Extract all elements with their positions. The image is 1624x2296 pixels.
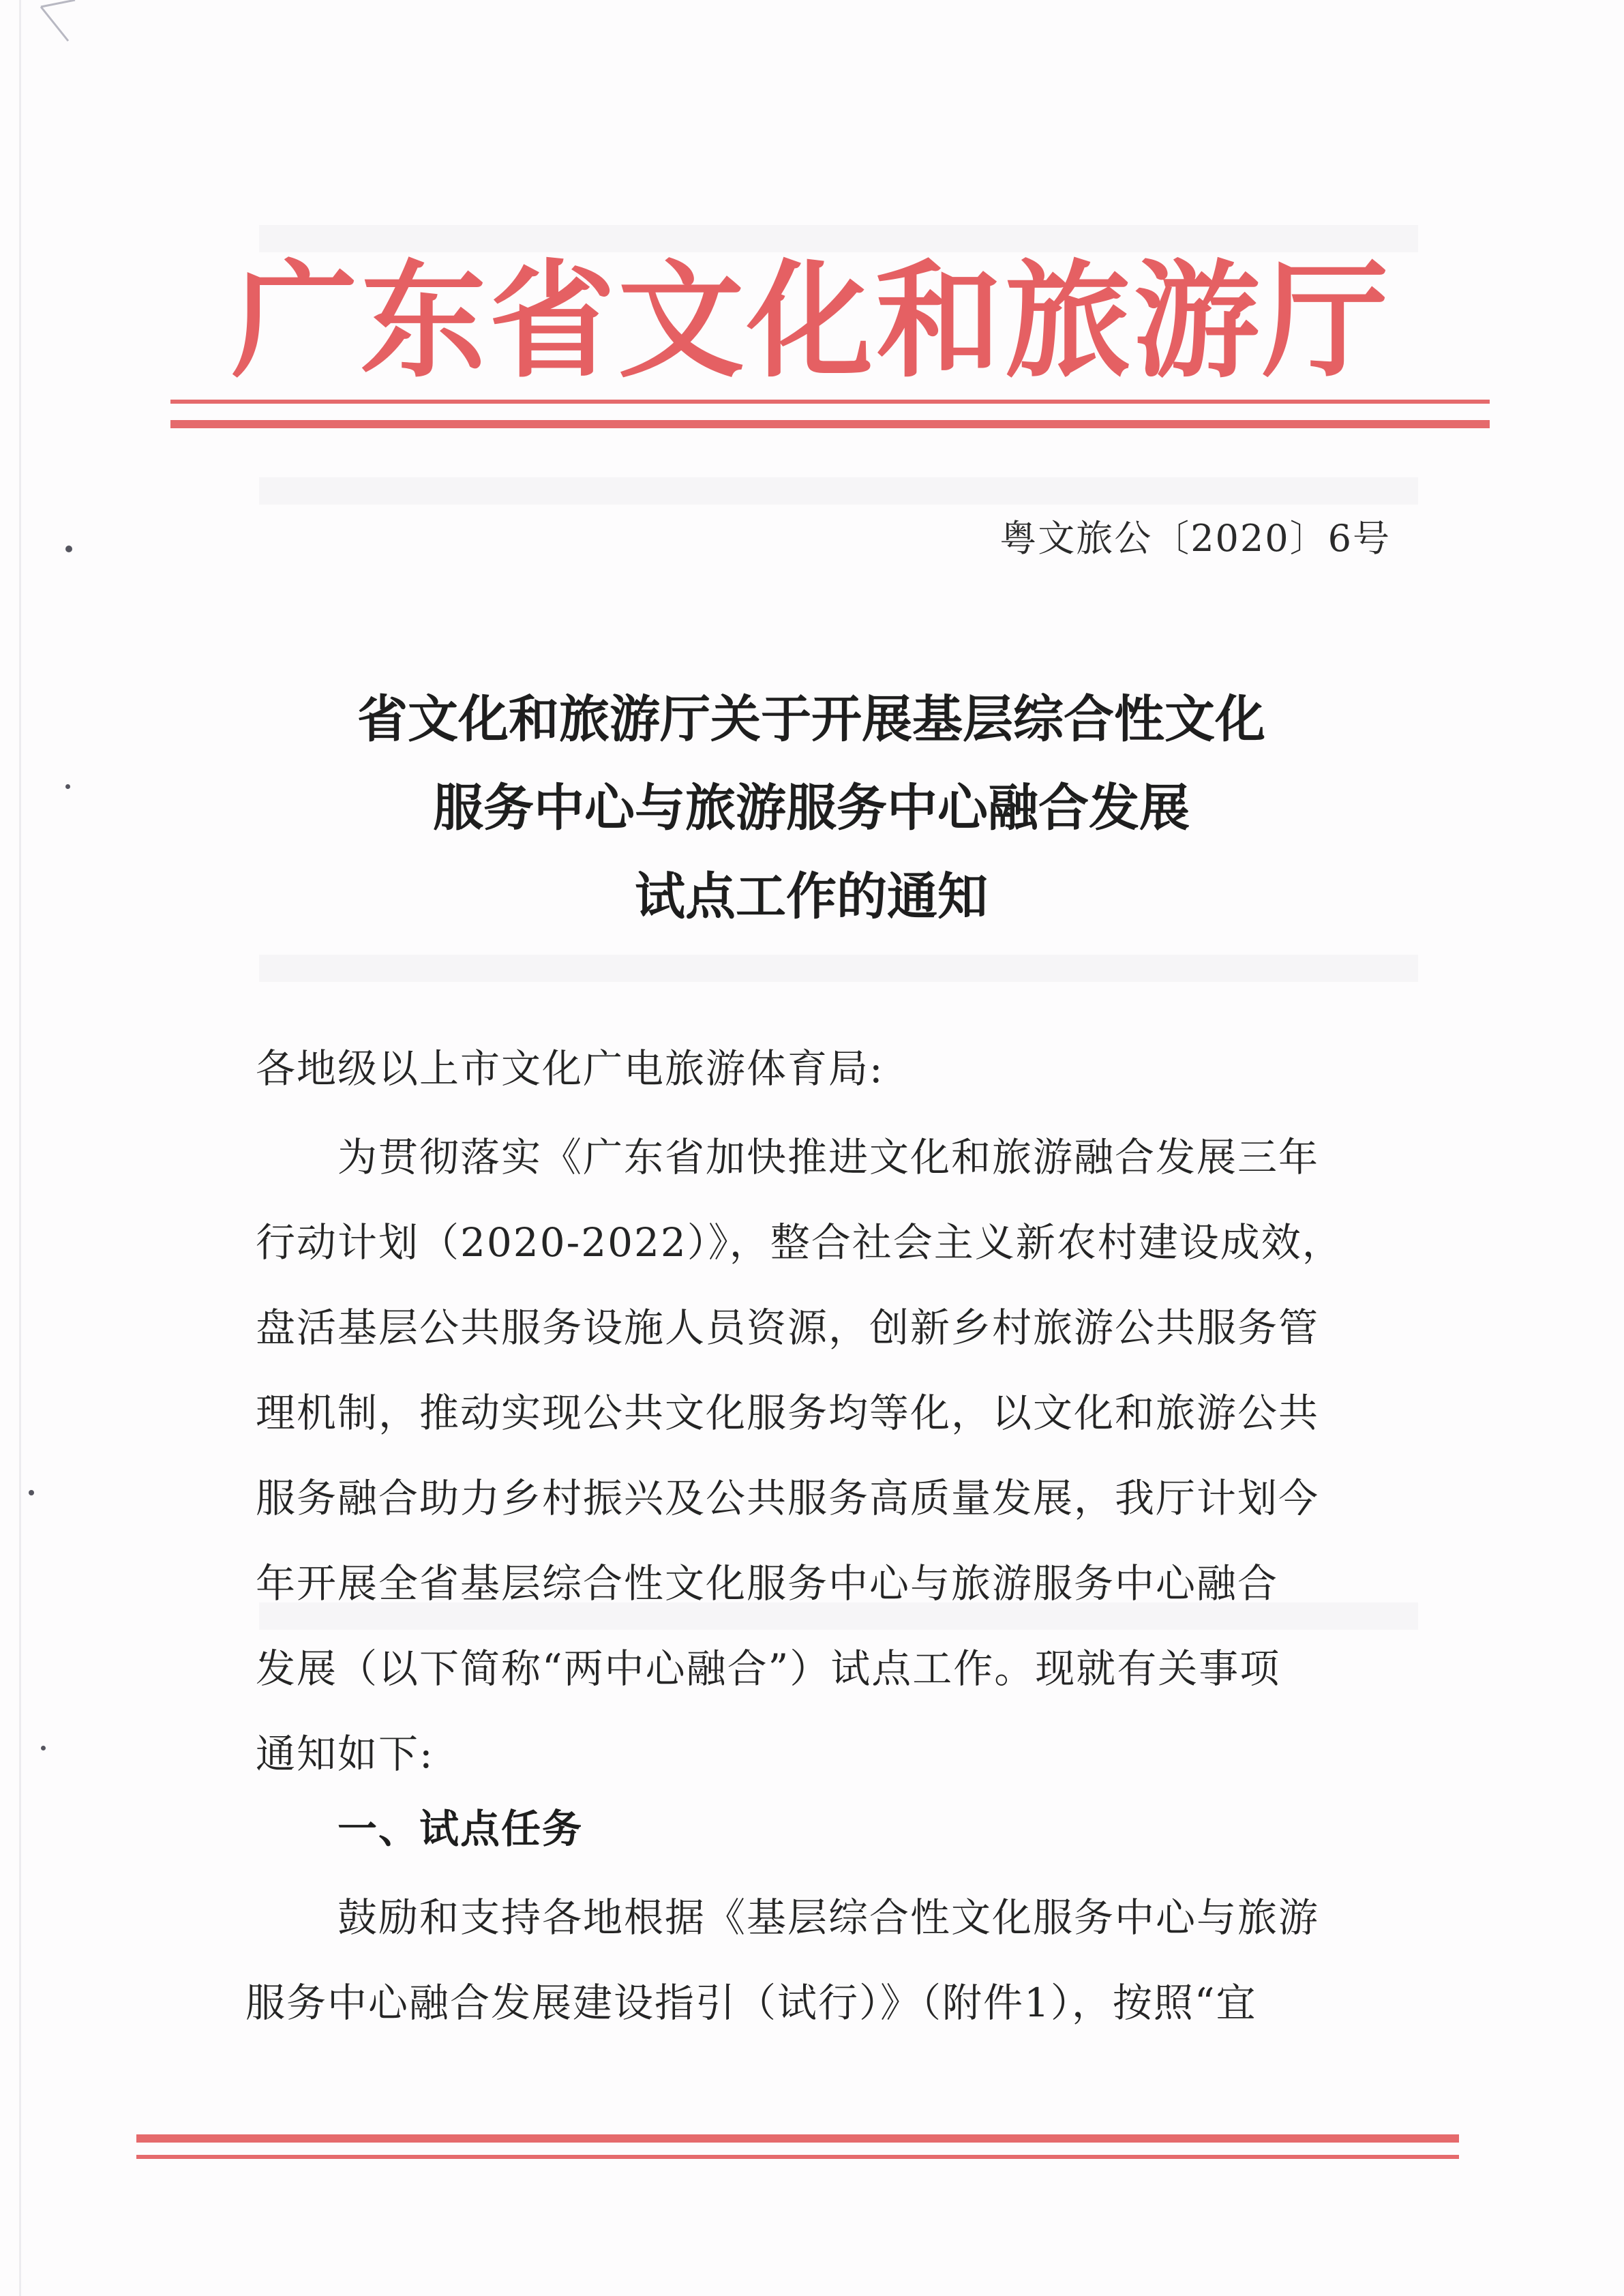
scan-edge-shadow — [19, 0, 21, 2296]
corner-fold-mark — [27, 0, 109, 61]
scan-speck — [41, 1746, 46, 1750]
body-line: 年开展全省基层综合性文化服务中心与旅游服务中心融合 — [256, 1560, 1279, 1607]
section-line: 服务中心融合发展建设指引（试行）》（附件1），按照“宜 — [245, 1980, 1257, 2026]
notice-title-line: 试点工作的通知 — [635, 867, 988, 926]
section-line: 鼓励和支持各地根据《基层综合性文化服务中心与旅游 — [337, 1894, 1320, 1941]
scan-bleed-through — [259, 955, 1418, 982]
scan-speck — [65, 546, 72, 552]
scan-speck — [65, 784, 70, 789]
body-line: 为贯彻落实《广东省加快推进文化和旅游融合发展三年 — [337, 1134, 1320, 1180]
scan-speck — [29, 1490, 34, 1495]
document-number: 粤文旅公〔2020〕6号 — [999, 517, 1391, 560]
body-line: 理机制，推动实现公共文化服务均等化，以文化和旅游公共 — [256, 1390, 1320, 1436]
masthead-rule-thin — [170, 400, 1490, 404]
masthead-title: 广东省文化和旅游厅 — [231, 246, 1392, 395]
footer-rule-thin — [136, 2155, 1459, 2159]
notice-title-line: 省文化和旅游厅关于开展基层综合性文化 — [357, 690, 1265, 749]
body-line: 发展（以下简称“两中心融合”）试点工作。现就有关事项 — [256, 1645, 1281, 1692]
body-line: 盘活基层公共服务设施人员资源，创新乡村旅游公共服务管 — [256, 1304, 1320, 1351]
body-line: 行动计划（2020-2022）》，整合社会主义新农村建设成效， — [256, 1219, 1343, 1266]
masthead-rule-thick — [170, 420, 1490, 428]
notice-title-line: 服务中心与旅游服务中心融合发展 — [433, 779, 1190, 837]
section-heading: 一、试点任务 — [337, 1806, 584, 1852]
salutation: 各地级以上市文化广电旅游体育局: — [256, 1045, 884, 1092]
body-line: 通知如下: — [256, 1731, 434, 1777]
body-line: 服务融合助力乡村振兴及公共服务高质量发展，我厅计划今 — [256, 1475, 1320, 1521]
scan-bleed-through — [259, 477, 1418, 505]
footer-rule-thick — [136, 2134, 1459, 2143]
